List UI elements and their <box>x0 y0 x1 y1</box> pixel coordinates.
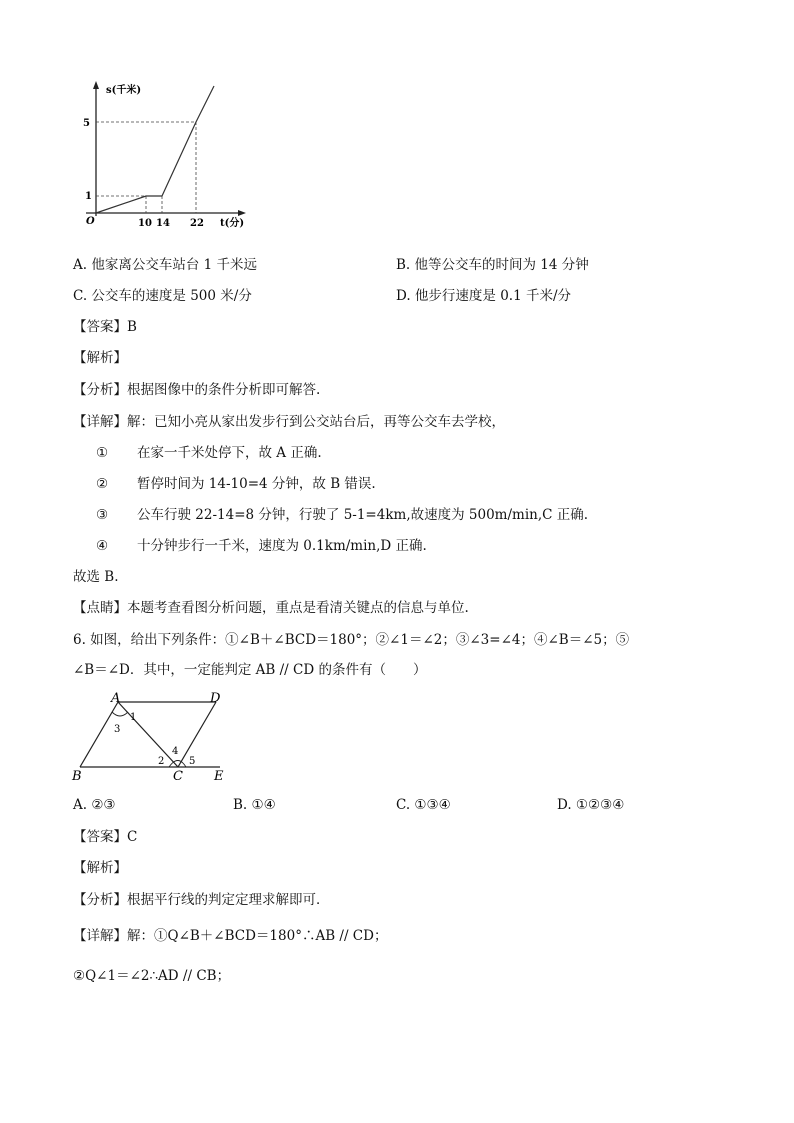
angle-5-label: 5 <box>189 756 196 767</box>
point-e-label: E <box>214 769 224 784</box>
q5-option-b: B. 他等公交车的时间为 14 分钟 <box>396 257 589 273</box>
y-tick-5: 5 <box>83 118 90 129</box>
angle-3-label: 3 <box>114 724 121 735</box>
q6-jiexi: 【解析】 <box>73 860 127 876</box>
q5-answer: 【答案】B <box>73 319 137 335</box>
q5-choice: 故选 B. <box>73 569 119 585</box>
point-c-label: C <box>173 769 183 784</box>
q5-step-3-text: 公车行驶 22-14=8 分钟，行驶了 5-1=4km,故速度为 500m/min,C 正确. <box>137 507 589 523</box>
q5-detail: 【详解】解：已知小亮从家出发步行到公交站台后，再等公交车去学校， <box>73 414 505 430</box>
y-axis-label: s(千米) <box>106 85 142 96</box>
q5-step-2-text: 暂停时间为 14-10=4 分钟，故 B 错误. <box>137 476 376 492</box>
q5-step-1-text: 在家一千米处停下，故 A 正确. <box>137 445 322 461</box>
x-tick-14: 14 <box>156 218 170 228</box>
q5-step-4-text: 十分钟步行一千米，速度为 0.1km/min,D 正确. <box>137 538 427 554</box>
q6-option-b: B. ①④ <box>233 797 276 813</box>
segment-ac <box>118 702 178 767</box>
q5-step-2-number: ② <box>96 476 109 492</box>
q5-step-4-number: ④ <box>96 538 109 554</box>
origin-label: O <box>86 216 95 227</box>
q6-option-a: A. ②③ <box>73 797 116 813</box>
distance-time-graph <box>80 78 250 228</box>
q6-answer: 【答案】C <box>73 829 138 845</box>
y-tick-1: 1 <box>85 191 92 202</box>
point-a-label: A <box>111 691 121 706</box>
angle-4-label: 4 <box>172 746 179 757</box>
x-tick-10: 10 <box>138 218 152 228</box>
q5-jiexi: 【解析】 <box>73 350 127 366</box>
q5-option-a: A. 他家离公交车站台 1 千米远 <box>73 257 258 273</box>
angle-2-label: 2 <box>158 756 165 767</box>
point-d-label: D <box>210 691 221 706</box>
q6-stem-line-2: ∠B＝∠D．其中，一定能判定 AB // CD 的条件有（ ） <box>73 662 427 678</box>
parallelogram-figure <box>68 690 238 785</box>
q6-stem-line-1: 6. 如图，给出下列条件：①∠B＋∠BCD＝180°；②∠1＝∠2；③∠3=∠4；④∠B＝∠5；⑤ <box>73 632 630 648</box>
y-axis-arrow <box>93 81 99 89</box>
point-b-label: B <box>72 769 82 784</box>
q6-detail-line-2: ②Q∠1＝∠2∴AD // CB； <box>73 968 231 984</box>
q6-option-d: D. ①②③④ <box>557 797 625 813</box>
q5-option-c: C. 公交车的速度是 500 米/分 <box>73 288 252 304</box>
x-axis-arrow <box>238 210 246 216</box>
segment-dc <box>178 702 216 767</box>
q5-step-1-number: ① <box>96 445 109 461</box>
x-tick-22: 22 <box>190 218 204 228</box>
q5-option-d: D. 他步行速度是 0.1 千米/分 <box>396 288 572 304</box>
x-axis-label: t(分) <box>220 218 245 228</box>
angle-1-label: 1 <box>130 712 137 723</box>
q6-option-c: C. ①③④ <box>396 797 451 813</box>
q6-detail-line-1: 【详解】解：①Q∠B＋∠BCD＝180°∴AB // CD； <box>73 928 388 944</box>
q5-fenxi: 【分析】根据图像中的条件分析即可解答. <box>73 382 321 398</box>
q5-step-3-number: ③ <box>96 507 109 523</box>
q5-dianjing: 【点睛】本题考查看图分析问题，重点是看清关键点的信息与单位. <box>73 600 469 616</box>
q6-fenxi: 【分析】根据平行线的判定定理求解即可． <box>73 892 330 908</box>
angle-arc-a <box>112 712 128 716</box>
